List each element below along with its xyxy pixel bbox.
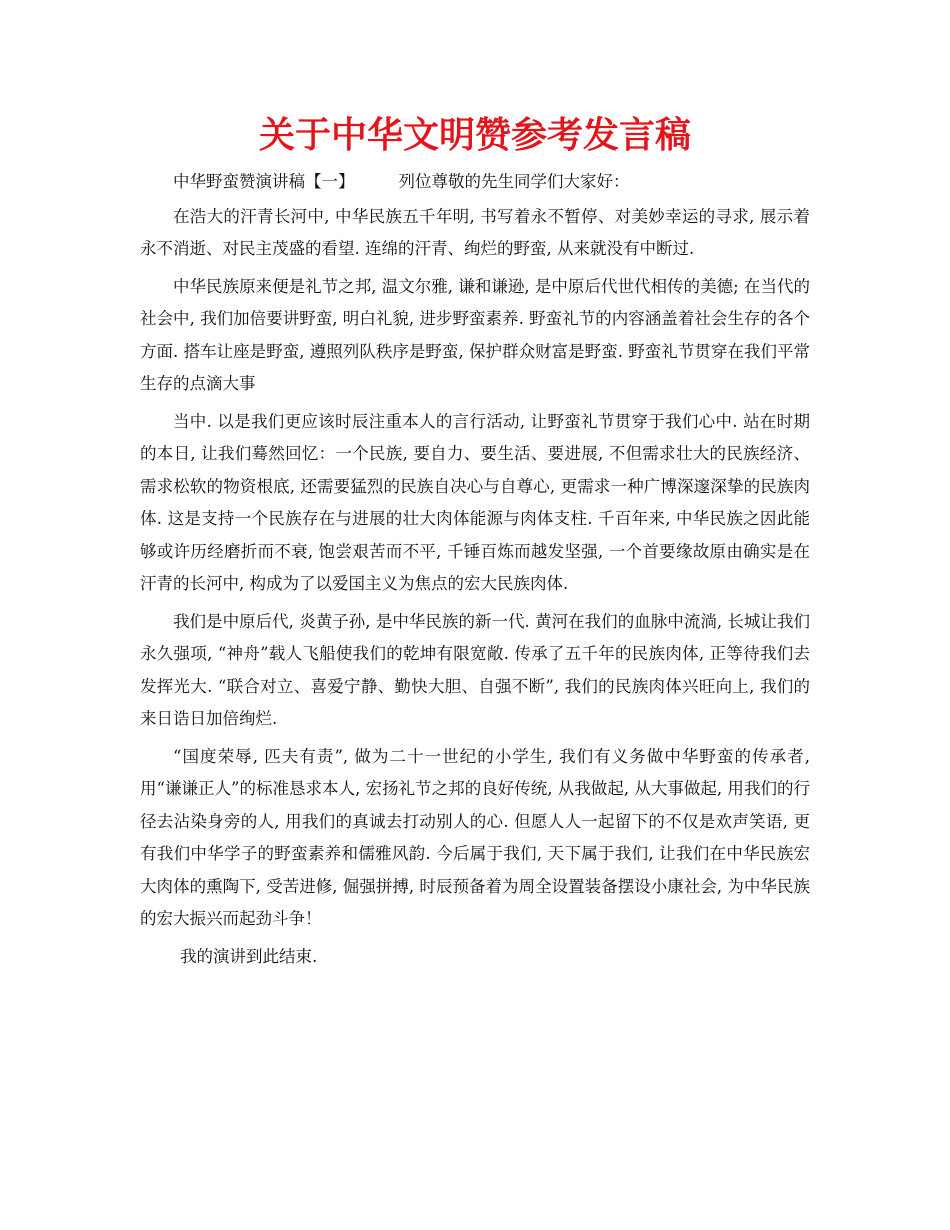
- document-title: 关于中华文明赞参考发言稿: [258, 115, 691, 156]
- paragraph-5: “国度荣辱, 匹夫有责”, 做为二十一世纪的小学生, 我们有义务做中华野蛮的传承者, 用“谦谦正人”的标准恳求本人, 宏扬礼节之邦的良好传统, 从我做起, 从大事做起, 用我们的行径去沾染身旁的人, 用我们的真诚去打动别人的心. 但愿人人一起留下的不仅是欢声笑语, 更有我们中华学子的野蛮素养和儒雅风韵. 今后属于我们, 天下属于我们, 让我们在中华民族宏大肉体的熏陶下, 受苦进修, 倔强拼搏, 时辰预备着为周全设置装备摆设小康社会, 为中华民族的宏大振兴而起劲斗争！: [140, 746, 810, 928]
- paragraph-3: 当中. 以是我们更应该时辰注重本人的言行活动, 让野蛮礼节贯穿于我们心中. 站在时期的本日, 让我们蓦然回忆：一个民族, 要自力、要生活、要进展, 不但需求壮大的民族经济、需求松软的物资根底, 还需要猛烈的民族自决心与自尊心, 更需求一种广博深邃深挚的民族肉体. 这是支持一个民族存在与进展的壮大肉体能源与肉体支柱. 千百年来, 中华民族之因此能够或许历经磨折而不衰, 饱尝艰苦而不平, 千锤百炼而越发坚强, 一个首要缘故原由确实是在汗青的长河中, 构成为了以爱国主义为焦点的宏大民族肉体.: [140, 411, 810, 593]
- speech-greeting: 列位尊敬的先生同学们大家好：: [398, 172, 630, 191]
- document-page: [140, 112, 810, 973]
- paragraph-4: 我们是中原后代, 炎黄子孙, 是中华民族的新一代. 黄河在我们的血脉中流淌, 长城让我们永久强项, “神舟”载人飞船使我们的乾坤有限宽敞. 传承了五千年的民族肉体, 正等待我们去发挥光大. “联合对立、喜爱宁静、勤快大胆、自强不断”, 我们的民族肉体兴旺向上, 我们的来日诰日加倍绚烂.: [140, 611, 810, 728]
- speech-subtitle: 中华野蛮赞演讲稿【一】: [173, 172, 355, 191]
- paragraph-1: 在浩大的汗青长河中, 中华民族五千年明, 书写着永不暂停、对美妙幸运的寻求, 展示着永不消逝、对民主茂盛的看望. 连绵的汗青、绚烂的野蛮, 从来就没有中断过.: [140, 206, 810, 258]
- document-body: [140, 166, 810, 973]
- closing-line: 我的演讲到此结束.: [180, 946, 318, 966]
- speech-heading-line: [140, 166, 810, 199]
- paragraph-2: 中华民族原来便是礼节之邦, 温文尔雅, 谦和谦逊, 是中原后代世代相传的美德; 在当代的社会中, 我们加倍要讲野蛮, 明白礼貌, 进步野蛮素养. 野蛮礼节的内容涵盖着社会生存的各个方面. 搭车让座是野蛮, 遵照列队秩序是野蛮, 保护群众财富是野蛮. 野蛮礼节贯穿在我们平常生存的点滴大事: [140, 276, 810, 393]
